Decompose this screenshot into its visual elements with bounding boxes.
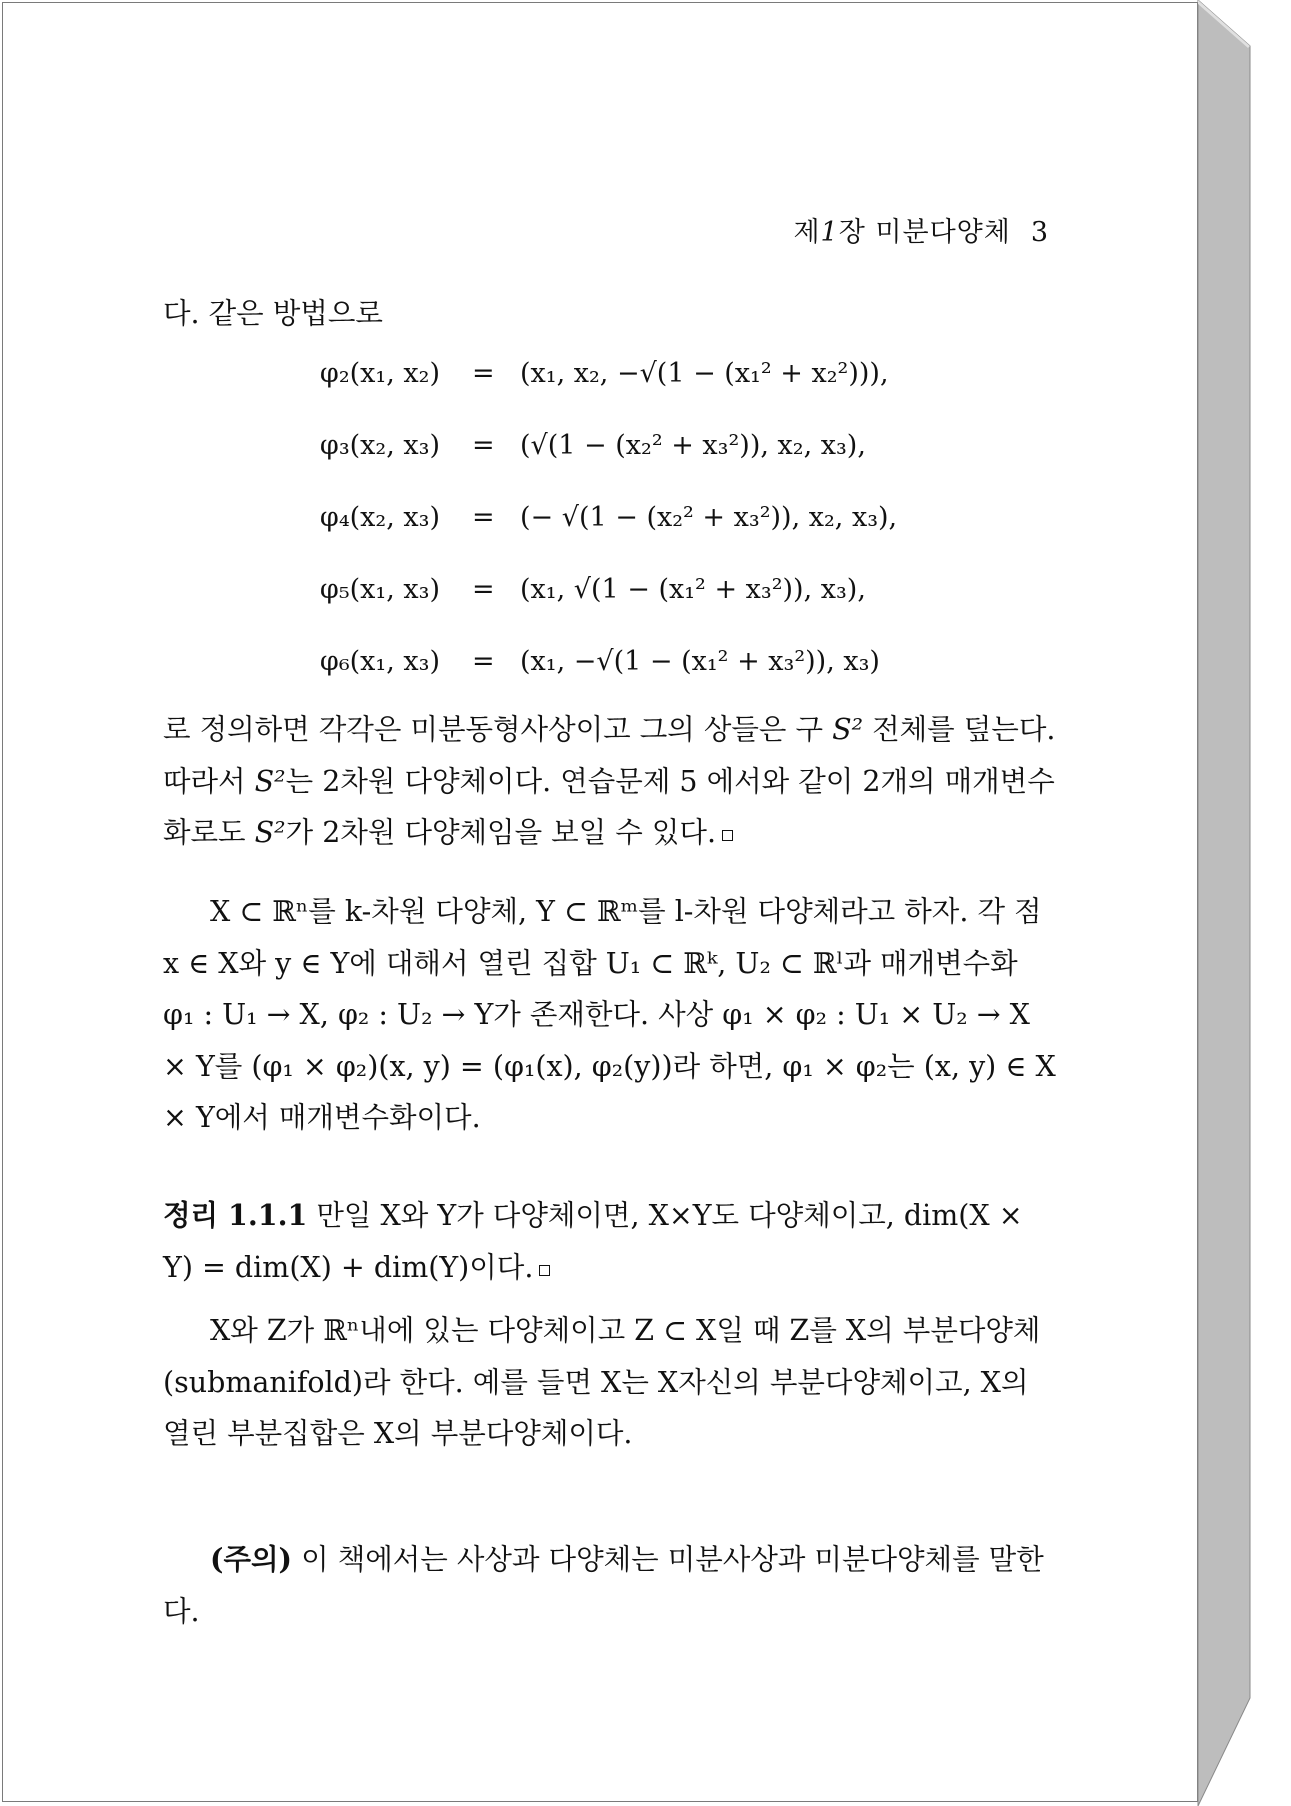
intro-text: 다. 같은 방법으로 — [163, 297, 383, 330]
equals-sign: = — [472, 502, 495, 533]
text-run: 가 2차원 다양체임을 보일 수 있다. — [285, 816, 717, 849]
equation-rhs: (x₁, √(1 − (x₁² + x₃²)), x₃), — [520, 574, 866, 605]
text-run: 전체를 덮는다. 따라서 — [163, 713, 1056, 798]
page-number: 3 — [1030, 217, 1049, 248]
theorem-label: 정리 1.1.1 — [163, 1198, 308, 1232]
equation-lhs: φ₄(x₂, x₃) — [319, 502, 440, 533]
math-s2: S² — [254, 764, 286, 798]
chapter-prefix: 제 — [793, 217, 821, 248]
math-s2: S² — [832, 713, 864, 746]
paragraph-product-manifold: X ⊂ ℝⁿ를 k-차원 다양체, Y ⊂ ℝᵐ를 l-차원 다양체라고 하자. 각 점 x ∈ X와 y ∈ Y에 대해서 열린 집합 U₁ ⊂ ℝᵏ, U₂ ⊂ ℝˡ과 매개변수화 φ₁ : U₁ → X, φ₂ : U₂ → Y가 존재한다. 사상 φ₁ × φ₂ : U₁ × U₂ → X × Y를 (φ₁ × φ₂)(x, y) = (φ₁(x), φ₂(y))라 하면, φ₁ × φ₂는 (x, y) ∈ X × Y에서 매개변수화이다. — [163, 895, 1056, 1134]
theorem-text: 만일 X와 Y가 다양체이면, X×Y도 다양체이고, dim(X × Y) = dim(X) + dim(Y)이다. — [163, 1199, 1023, 1284]
equation-lhs: φ₅(x₁, x₃) — [319, 574, 440, 605]
text-run: 로 정의하면 각각은 미분동형사상이고 그의 상들은 구 — [163, 713, 833, 746]
qed-square-icon — [722, 830, 733, 841]
paragraph-submanifold: X와 Z가 ℝⁿ내에 있는 다양체이고 Z ⊂ X일 때 Z를 X의 부분다양체(submanifold)라 한다. 예를 들면 X는 X자신의 부분다양체이고, X의 열린 부분집합은 X의 부분다양체이다. — [163, 1314, 1041, 1450]
equation-lhs: φ₂(x₁, x₂) — [319, 358, 440, 389]
equation-lhs: φ₆(x₁, x₃) — [319, 646, 440, 677]
theorem-1-1-1 — [163, 1190, 1056, 1293]
chapter-number: 1 — [820, 217, 839, 248]
equals-sign: = — [472, 574, 495, 605]
chapter-title: 장 미분다양체 — [838, 217, 1011, 248]
running-header — [793, 210, 1049, 249]
qed-square-icon — [539, 1265, 550, 1276]
paragraph-sphere-manifold — [163, 704, 1056, 859]
equals-sign: = — [472, 430, 495, 461]
note-label: (주의) — [210, 1542, 293, 1576]
equation-lhs: φ₃(x₂, x₃) — [319, 430, 440, 461]
equation-rhs: (x₁, −√(1 − (x₁² + x₃²)), x₃) — [520, 646, 880, 677]
equals-sign: = — [472, 646, 495, 677]
note-text: 이 책에서는 사상과 다양체는 미분사상과 미분다양체를 말한다. — [163, 1543, 1044, 1628]
equation-rhs: (− √(1 − (x₂² + x₃²)), x₂, x₃), — [520, 502, 898, 533]
math-s2: S² — [254, 816, 286, 849]
text-run: 는 2차원 다양체이다. 연습문제 5 에서와 같이 2개의 매개변수화로도 — [163, 764, 1055, 849]
equation-rhs: (x₁, x₂, −√(1 − (x₁² + x₂²))), — [520, 358, 889, 389]
equals-sign: = — [472, 358, 495, 389]
note-paragraph — [163, 1534, 1056, 1637]
equation-rhs: (√(1 − (x₂² + x₃²)), x₂, x₃), — [520, 430, 866, 461]
